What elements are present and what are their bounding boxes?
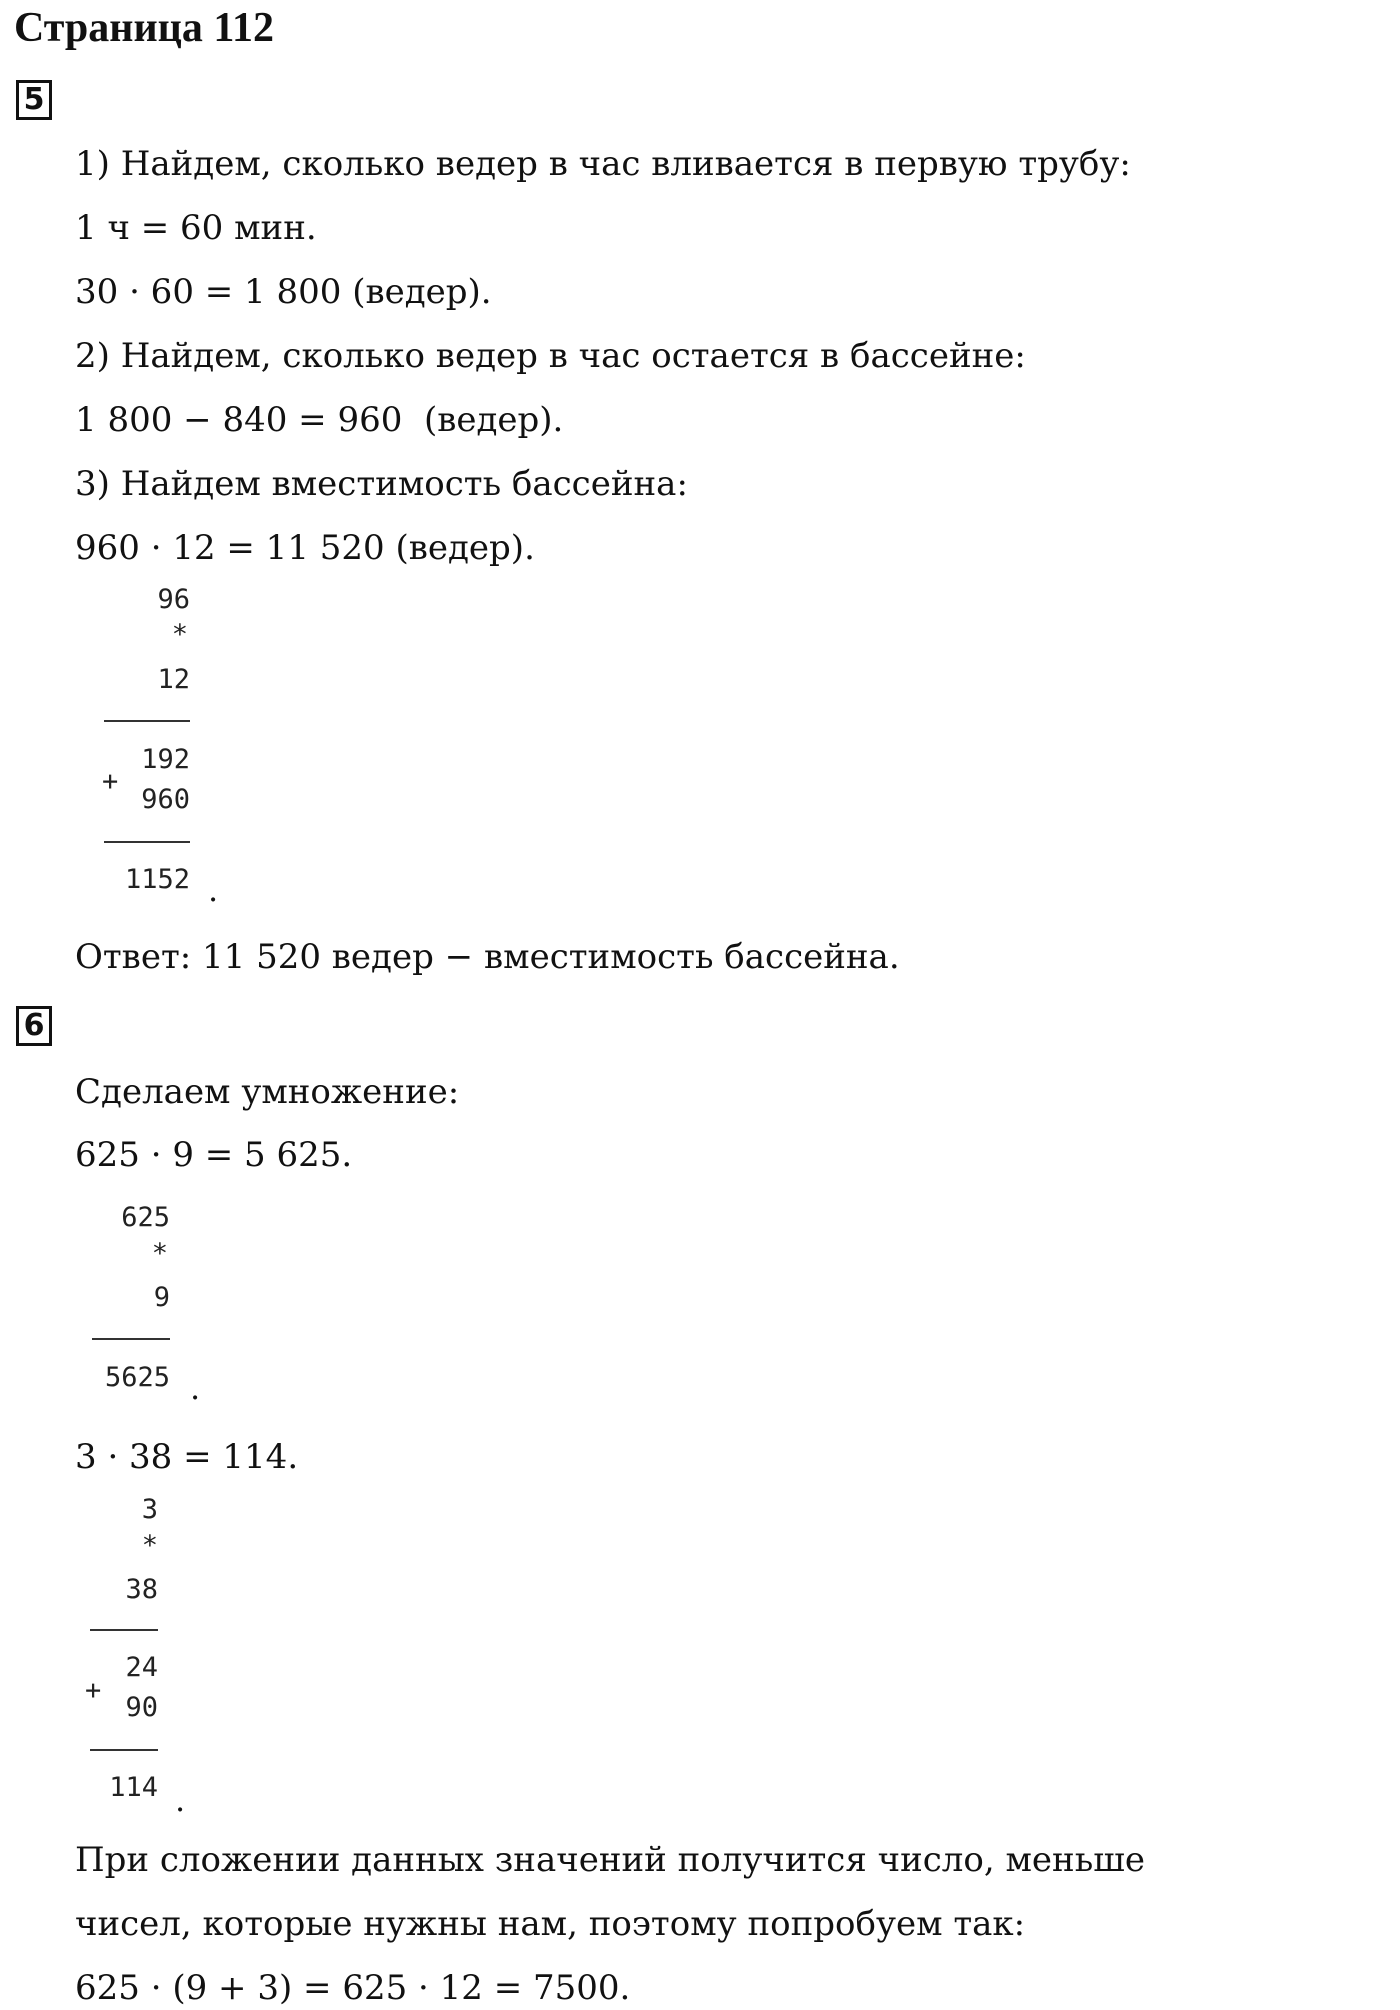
task6-line-3: 3 · 38 = 114. [75,1437,299,1477]
task5-answer: Ответ: 11 520 ведер − вместимость бассейна. [75,937,900,977]
task6-column-multiplication-2 [85,1494,186,1819]
calc-multiplier: 38 [125,1574,158,1605]
calc-multiplier: 12 [157,664,190,695]
calc-partial-2: 90 [125,1692,158,1723]
task5-line-4: 2) Найдем, сколько ведер в час остается в бассейне: [75,336,1026,376]
calc-multiplicand: 3 [141,1494,158,1525]
calc-end-dot: . [208,871,219,909]
calc-partial-1: 192 [141,744,190,775]
page-title: Страница 112 [14,5,275,51]
task5-line-2: 1 ч = 60 мин. [75,208,317,248]
task6-closing-3: 625 · (9 + 3) = 625 · 12 = 7500. [75,1968,631,2008]
calc-operator: * [171,619,188,650]
task5-line-7: 960 · 12 = 11 520 (ведер). [75,528,535,568]
task6-closing-1: При сложении данных значений получится число, меньше [75,1840,1145,1880]
task6-closing-2: чисел, которые нужны нам, поэтому попробуем так: [75,1904,1026,1944]
calc-rule [104,841,190,843]
calc-end-dot: . [190,1369,201,1407]
calc-result: 114 [109,1772,158,1803]
task6-line-1: Сделаем умножение: [75,1072,460,1112]
task5-line-1: 1) Найдем, сколько ведер в час вливается в первую трубу: [75,144,1131,184]
calc-multiplicand: 96 [157,584,190,615]
calc-result: 1152 [124,864,190,895]
calc-rule [92,1338,170,1340]
calc-multiplicand: 625 [121,1202,170,1233]
calc-result: 5625 [104,1362,170,1393]
calc-operator: * [141,1530,158,1561]
task5-line-3: 30 · 60 = 1 800 (ведер). [75,272,492,312]
task6-line-2: 625 · 9 = 5 625. [75,1135,353,1175]
calc-plus-sign: + [85,1675,102,1706]
task-number-6: 6 [16,1006,52,1046]
task-number-5: 5 [16,80,52,120]
calc-partial-2: 960 [141,784,190,815]
calc-multiplier: 9 [153,1282,170,1313]
calc-partial-1: 24 [125,1652,158,1683]
task5-column-multiplication [100,584,219,909]
calc-rule [104,720,190,722]
calc-operator: * [151,1238,168,1269]
task6-column-multiplication-1 [85,1202,201,1423]
calc-end-dot: . [175,1781,186,1819]
calc-rule [90,1749,158,1751]
task5-line-5: 1 800 − 840 = 960 (ведер). [75,400,564,440]
calc-plus-sign: + [102,766,119,797]
task5-line-6: 3) Найдем вместимость бассейна: [75,464,688,504]
calc-rule [90,1629,158,1631]
